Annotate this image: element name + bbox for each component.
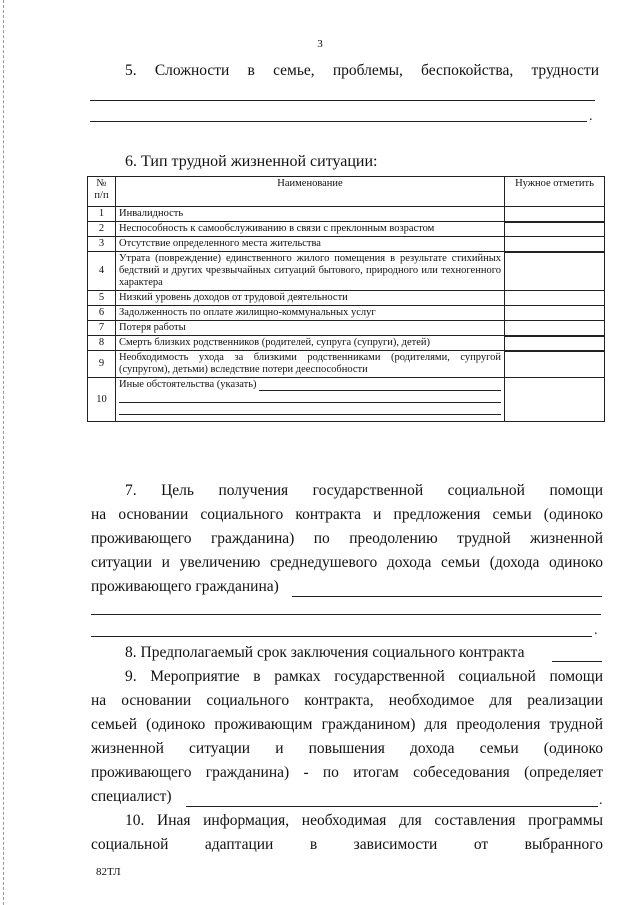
- section5-end-mark: .: [589, 109, 593, 124]
- row-num: 2: [88, 222, 116, 237]
- row-mark-cell[interactable]: [505, 321, 605, 336]
- section7-line-2: на основании социального контракта и предложения семьи (одиноко: [91, 506, 603, 523]
- header-mark: Нужное отметить: [505, 177, 605, 207]
- row-mark-cell[interactable]: [505, 336, 605, 351]
- table-row: [88, 291, 605, 306]
- row-name: Инвалидность: [116, 207, 505, 222]
- section7-line-1: 7. Цель получения государственной социальной помощи: [125, 482, 603, 499]
- mark-divider: [505, 336, 604, 337]
- row-num: 4: [88, 252, 116, 291]
- section7-line-4: ситуации и увеличению среднедушевого дохода семьи (дохода одиноко: [91, 554, 603, 571]
- section10-line-2: социальной адаптации в зависимости от выбранного: [91, 836, 603, 853]
- row-num: 7: [88, 321, 116, 336]
- table-row: [88, 378, 605, 422]
- page-edge-perforation: [3, 0, 4, 905]
- section9-line-5: проживающего гражданина) - по итогам собеседования (определяет: [91, 764, 603, 781]
- row-name: Отсутствие определенного места жительства: [116, 237, 505, 252]
- row-mark-cell[interactable]: [505, 222, 605, 237]
- table-header-row: [88, 177, 605, 207]
- section9-line-2: на основании социального контракта, необходимое для реализации: [91, 692, 603, 709]
- row-name: Утрата (повреждение) единственного жилого помещения в результате стихийных бедствий и других чрезвычайных ситуаций бытового, природного или техногенного характера: [116, 252, 505, 291]
- section7-answer-line-3[interactable]: [91, 636, 592, 637]
- mark-divider: [505, 252, 604, 253]
- section5-title: 5. Сложности в семье, проблемы, беспокойства, трудности: [125, 62, 599, 79]
- row-name: Иные обстоятельства (указать): [119, 379, 257, 390]
- table-row: [88, 321, 605, 336]
- other-answer-line-3[interactable]: [119, 403, 501, 415]
- section8-answer-line[interactable]: [552, 661, 602, 662]
- section10-line-1: 10. Иная информация, необходимая для составления программы: [125, 812, 603, 829]
- section5-answer-line-1[interactable]: [90, 100, 595, 101]
- row-name: Потеря работы: [116, 321, 505, 336]
- page-number: 3: [317, 38, 323, 50]
- section9-line-6: специалист): [91, 788, 172, 805]
- row-name: Неспособность к самообслуживанию в связи с преклонным возрастом: [116, 222, 505, 237]
- footer-code: 82ТЛ: [96, 866, 121, 878]
- row-name: Низкий уровень доходов от трудовой деятельности: [116, 291, 505, 306]
- table-row: [88, 336, 605, 351]
- row-num: 1: [88, 207, 116, 222]
- other-answer-line-1[interactable]: [259, 380, 501, 391]
- row-mark-cell[interactable]: [505, 291, 605, 306]
- row-name: Необходимость ухода за близкими родственниками (родителями, супругой (супругом), детьми) вследствие потери дееспособности: [116, 351, 505, 378]
- table-row: [88, 252, 605, 291]
- row-num: 6: [88, 306, 116, 321]
- table-row: [88, 237, 605, 252]
- row-mark-cell[interactable]: [505, 207, 605, 222]
- section8-text: 8. Предполагаемый срок заключения социального контракта: [125, 644, 525, 661]
- section9-line-4: жизненной ситуации и повышения дохода семьи (одиноко: [91, 740, 603, 757]
- section7-answer-line-2[interactable]: [91, 614, 601, 615]
- table-row: [88, 306, 605, 321]
- table-row: [88, 351, 605, 378]
- row-mark-cell[interactable]: [505, 378, 605, 422]
- row-mark-cell[interactable]: [505, 306, 605, 321]
- row-mark-cell[interactable]: [505, 351, 605, 378]
- table-row: [88, 207, 605, 222]
- section9-line-1: 9. Мероприятие в рамках государственной социальной помощи: [125, 668, 603, 685]
- row-num: 10: [88, 378, 116, 422]
- row-num: 3: [88, 237, 116, 252]
- section9-line-3: семьей (одиноко проживающим гражданином) для преодоления трудной: [91, 716, 603, 733]
- section9-answer-line[interactable]: [186, 806, 598, 807]
- mark-divider: [505, 351, 604, 352]
- mark-divider: [505, 222, 604, 223]
- section9-end-mark: .: [599, 793, 603, 808]
- section6-title: 6. Тип трудной жизненной ситуации:: [125, 153, 378, 170]
- section7-end-mark: .: [594, 623, 598, 638]
- row-num: 5: [88, 291, 116, 306]
- section7-line-5: проживающего гражданина): [91, 578, 279, 595]
- row-name: Задолженность по оплате жилищно-коммунальных услуг: [116, 306, 505, 321]
- row-mark-cell[interactable]: [505, 237, 605, 252]
- row-num: 9: [88, 351, 116, 378]
- section5-answer-line-2[interactable]: [90, 121, 587, 122]
- situation-type-table: [87, 176, 605, 422]
- header-name: Наименование: [116, 177, 505, 207]
- row-mark-cell[interactable]: [505, 252, 605, 291]
- table-row: [88, 222, 605, 237]
- other-answer-line-2[interactable]: [119, 391, 501, 403]
- row-num: 8: [88, 336, 116, 351]
- row-name: Смерть близких родственников (родителей, супруга (супруги), детей): [116, 336, 505, 351]
- row-other-cell: [116, 378, 505, 422]
- section7-line-3: проживающего гражданина) по преодолению трудной жизненной: [91, 530, 603, 547]
- section7-answer-line-1[interactable]: [292, 596, 602, 597]
- header-num: № п/п: [88, 177, 116, 207]
